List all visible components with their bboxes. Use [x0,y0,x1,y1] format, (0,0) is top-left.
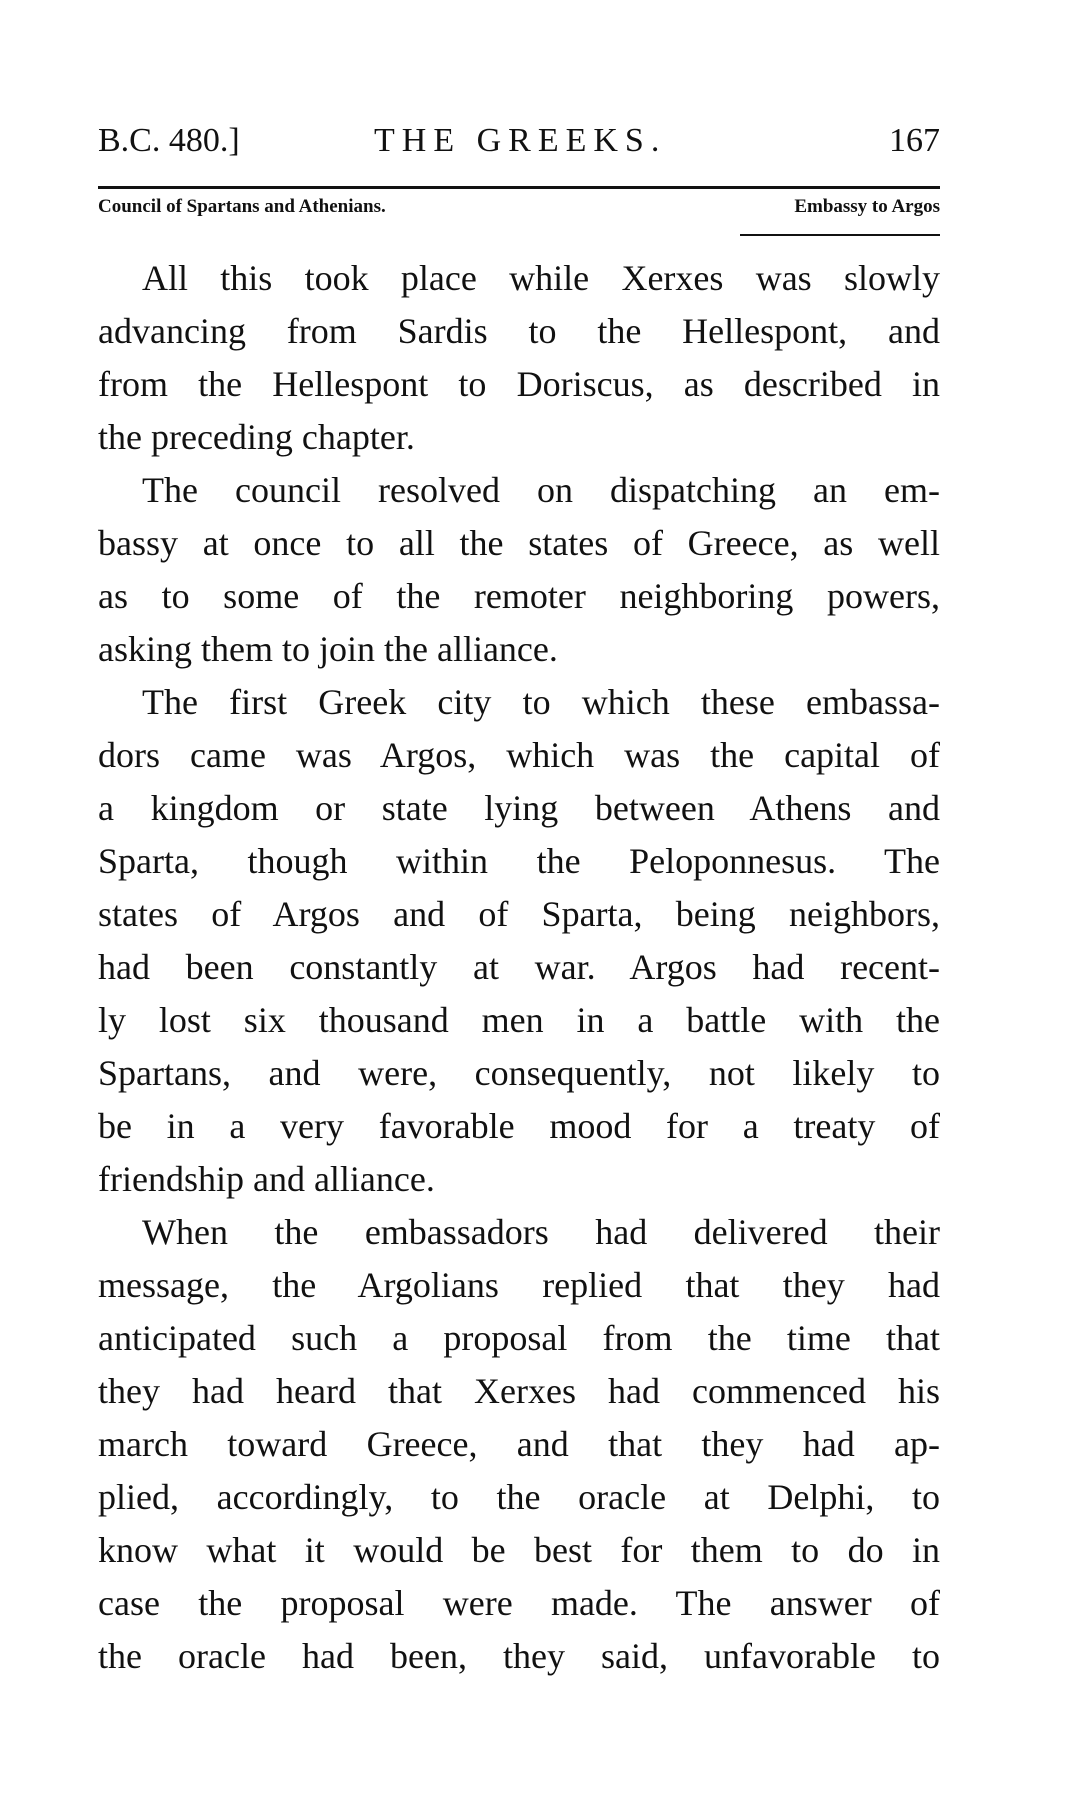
text-line: bassy at once to all the states of Greece, as well [98,523,940,563]
text-line: ly lost six thousand men in a battle with the [98,1000,940,1040]
text-line: advancing from Sardis to the Hellespont, and [98,311,940,351]
subhead-left: Council of Spartans and Athenians. [98,196,386,217]
text-line: asking them to join the alliance. [98,629,558,669]
running-head-date: B.C. 480.] [98,122,240,159]
text-line: the preceding chapter. [98,417,415,457]
text-line: When the embassadors had delivered their [142,1212,940,1252]
text-line: march toward Greece, and that they had ap- [98,1424,940,1464]
text-line: Spartans, and were, consequently, not likely to [98,1053,940,1093]
header-rule [98,186,940,189]
text-line: dors came was Argos, which was the capital of [98,735,940,775]
text-line: the oracle had been, they said, unfavorable to [98,1636,940,1676]
running-head [98,122,940,162]
text-line: plied, accordingly, to the oracle at Delphi, to [98,1477,940,1517]
text-line: friendship and alliance. [98,1159,435,1199]
text-line: had been constantly at war. Argos had recent- [98,947,940,987]
running-head-title: THE GREEKS. [374,122,667,159]
text-line: from the Hellespont to Doriscus, as described in [98,364,940,404]
text-line: The council resolved on dispatching an em- [142,470,940,510]
text-line: a kingdom or state lying between Athens and [98,788,940,828]
page-number: 167 [889,122,940,159]
text-line: be in a very favorable mood for a treaty of [98,1106,940,1146]
text-line: Sparta, though within the Peloponnesus. The [98,841,940,881]
text-line: case the proposal were made. The answer of [98,1583,940,1623]
section-subhead [98,196,940,224]
text-line: message, the Argolians replied that they had [98,1265,940,1305]
text-line: as to some of the remoter neighboring powers, [98,576,940,616]
text-line: The first Greek city to which these embassa- [142,682,940,722]
text-line: they had heard that Xerxes had commenced his [98,1371,940,1411]
subhead-rule [740,234,940,236]
text-line: All this took place while Xerxes was slowly [142,258,940,298]
text-line: anticipated such a proposal from the time that [98,1318,940,1358]
text-line: know what it would be best for them to do in [98,1530,940,1570]
body-text [98,252,940,1683]
text-line: states of Argos and of Sparta, being neighbors, [98,894,940,934]
subhead-right: Embassy to Argos [794,196,940,217]
